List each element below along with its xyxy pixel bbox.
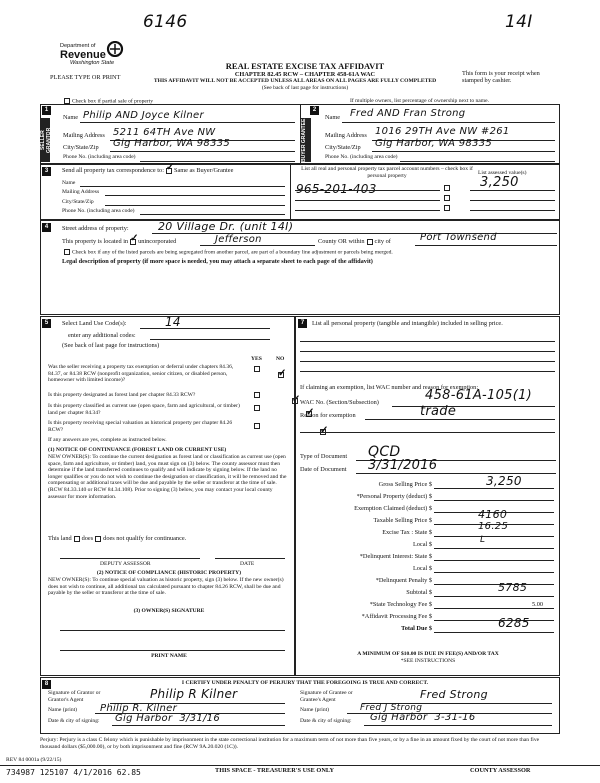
seller-addr-label: Mailing Address — [63, 132, 105, 139]
handwritten-unit: 14I — [505, 12, 533, 32]
land-use-code[interactable]: 14 — [165, 315, 181, 329]
q1-yes-checkbox[interactable] — [254, 366, 260, 372]
taxable-selling-price[interactable]: 4160 — [478, 508, 508, 521]
q1-no-checkbox[interactable] — [278, 372, 284, 378]
personal-property-label: List all personal property (tangible and intangible) included in selling price. — [312, 320, 503, 327]
dor-logo: Department of Revenue Washington State — [60, 43, 130, 66]
certify-statement: I CERTIFY UNDER PENALTY OF PERJURY THAT THE FOREGOING IS TRUE AND CORRECT. — [181, 680, 429, 686]
corr-name-label: Name — [62, 180, 76, 186]
reason-label: Reason for exemption — [300, 412, 356, 419]
deputy-assessor-label: DEPUTY ASSESSOR — [100, 561, 151, 567]
buyer-name[interactable]: Fred AND Fran Strong — [350, 108, 466, 119]
seller-tab: SELLER GRANTOR — [40, 118, 50, 162]
correspondence-line: Send all property tax correspondence to:✓ Same as Buyer/Grantee — [62, 167, 233, 174]
form-chapter: CHAPTER 82.45 RCW – CHAPTER 458-61A WAC — [234, 71, 376, 78]
legal-description-label: Legal description of property (if more space is needed, you may attach a separate sheet to each page of the affidavit) — [62, 258, 373, 265]
land-qualify-line: This land does does not qualify for continuance. — [48, 535, 187, 542]
grantor-sig-label: Signature of Grantor or Grantor's Agent — [48, 690, 101, 703]
form-header — [150, 62, 460, 92]
compliance-body: NEW OWNER(S): To continue special valuation as historic property, sign (3) below. If the new owner(s) does not wish to continue, all additional tax calculated pursuant to chapter 84.26 RCW, shall be due and payable by the seller or transferor at the time of sale. — [48, 577, 284, 597]
revision-number: REV 84 0001a (9/22/15) — [6, 757, 62, 763]
owner-signature-label: (3) OWNER(S) SIGNATURE — [133, 608, 205, 614]
grantee-date-label: Date & city of signing: — [300, 718, 352, 724]
grantor-name-label: Name (print) — [48, 707, 78, 713]
corr-addr-label: Mailing Address — [62, 189, 100, 195]
question-1: Was the seller receiving a property tax exemption or deferral under chapters 84.36, 84.37, or 84.38 RCW (nonprofit organization, senior citizen, or disabled person, homeowner with limited income)? — [48, 364, 234, 384]
buyer-addr-label: Mailing Address — [325, 132, 367, 139]
street-label: Street address of property: — [62, 225, 129, 232]
receipt-note: This form is your receipt when stamped by cashier. — [462, 70, 540, 85]
county-assessor-label: COUNTY ASSESSOR — [470, 767, 531, 774]
question-4: Is this property receiving special valuation as historical property per chapter 84.26 RCW? — [48, 420, 233, 433]
total-due-label: Total Due $ — [401, 625, 432, 632]
any-yes-note: If any answers are yes, complete as instructed below. — [48, 437, 167, 443]
buyer-city[interactable]: Gig Harbor, WA 98335 — [375, 138, 493, 149]
excise-tax-state[interactable]: 16.25 — [478, 521, 509, 532]
doc-type[interactable]: QCD — [368, 444, 401, 460]
parcel-header: List all real and personal property tax parcel account numbers – check box if personal property — [301, 166, 473, 179]
treasurer-stamp: 734987 125107 4/1/2016 62.85 — [6, 768, 141, 777]
exemption-question: If claiming an exemption, list WAC number and reason for exemption: — [300, 384, 479, 391]
technology-fee: 5.00 — [532, 601, 544, 608]
land-use-label: Select Land Use Code(s): — [62, 320, 127, 327]
section-5-number: 5 — [42, 319, 51, 328]
q3-yes-checkbox[interactable] — [254, 405, 260, 411]
county-within-line: County OR within city of — [318, 238, 391, 245]
taxable-selling-price-label: Taxable Selling Price $ — [373, 517, 432, 524]
perjury-statement: Perjury: Perjury is a class C felony which is punishable by imprisonment in the state correctional institution for a maximum term of not more than five years, or by a fine in an amount fixed by the court of not more than five thousand dollars ($5,000.00), or by both imprisonment and fine (RCW 9A.20.020 (1C)). — [40, 737, 540, 750]
additional-codes-label: enter any additional codes: — [68, 332, 136, 339]
property-street[interactable]: 20 Village Dr. (unit 14I) — [158, 220, 294, 233]
located-line: This property is located in✓ unincorporated — [62, 238, 176, 245]
excise-tax-local-label: Local $ — [412, 541, 432, 548]
buyer-address[interactable]: 1016 29TH Ave NW #261 — [375, 126, 510, 137]
seller-phone-label: Phone No. (including area code) — [63, 154, 136, 160]
q4-yes-checkbox[interactable] — [254, 423, 260, 429]
total-due[interactable]: 6285 — [498, 616, 530, 630]
continuance-title: (1) NOTICE OF CONTINUANCE (FOREST LAND OR CURRENT USE) — [48, 447, 227, 453]
parcel-number[interactable]: 965-201-403 — [296, 182, 377, 196]
assessed-header: List assessed value(s) — [478, 170, 527, 176]
seller-city[interactable]: Gig Harbor, WA 98335 — [113, 138, 231, 149]
minimum-fee-note: A MINIMUM OF $10.00 IS DUE IN FEE(S) AND/OR TAX — [357, 651, 499, 657]
seller-name[interactable]: Philip AND Joyce Kilner — [83, 110, 204, 121]
property-county[interactable]: Jefferson — [215, 234, 262, 245]
q2-yes-checkbox[interactable] — [254, 392, 260, 398]
section-4-number: 4 — [42, 223, 51, 232]
grantor-date-city[interactable]: Gig Harbor 3/31/16 — [115, 713, 220, 724]
deputy-date-label: DATE — [240, 561, 255, 567]
compliance-title: (2) NOTICE OF COMPLIANCE (HISTORIC PROPERTY) — [96, 570, 242, 576]
subtotal-label: Subtotal $ — [406, 589, 432, 596]
buyer-city-label: City/State/Zip — [325, 144, 361, 151]
delinquent-interest-local-label: Local $ — [412, 565, 432, 572]
technology-fee-label: *State Technology Fee $ — [369, 601, 432, 608]
section-7-number: 7 — [298, 319, 307, 328]
doc-date-label: Date of Document — [300, 466, 347, 473]
exemption-deduct-label: Exemption Claimed (deduct) $ — [354, 505, 432, 512]
assessed-value[interactable]: 3,250 — [480, 175, 519, 190]
form-warning: THIS AFFIDAVIT WILL NOT BE ACCEPTED UNLESS ALL AREAS ON ALL PAGES ARE FULLY COMPLETED — [153, 78, 437, 85]
grantee-print-name[interactable]: Fred J Strong — [360, 703, 423, 713]
grantor-date-label: Date & city of signing: — [48, 718, 100, 724]
corr-city-label: City/State/Zip — [62, 199, 94, 205]
form-see-back: (See back of last page for instructions) — [261, 85, 349, 91]
wac-number[interactable]: 458-61A-105(1) — [425, 388, 533, 403]
buyer-name-label: Name — [325, 114, 341, 121]
seller-name-label: Name — [63, 114, 79, 121]
section-1-number: 1 — [42, 106, 51, 115]
property-city[interactable]: Port Townsend — [420, 232, 497, 243]
gross-selling-price[interactable]: 3,250 — [486, 474, 522, 488]
buyer-tab: BUYER GRANTEE — [301, 118, 311, 162]
see-instructions-note: *SEE INSTRUCTIONS — [400, 658, 456, 664]
yes-header: YES — [251, 356, 262, 362]
seller-city-label: City/State/Zip — [63, 144, 99, 151]
wac-label: WAC No. (Section/Subsection) — [300, 399, 379, 406]
exemption-reason[interactable]: trade — [420, 404, 457, 419]
grantor-signature[interactable]: Philip R Kilner — [150, 687, 238, 701]
excise-tax-state-label: Excise Tax : State $ — [382, 529, 432, 536]
subtotal[interactable]: 5785 — [498, 581, 528, 594]
excise-tax-local[interactable]: L — [480, 535, 486, 545]
section-8-number: 8 — [42, 680, 51, 689]
seller-address[interactable]: 5211 64TH Ave NW — [113, 127, 216, 138]
gross-selling-price-label: Gross Selling Price $ — [378, 481, 432, 488]
please-type: PLEASE TYPE OR PRINT — [50, 74, 121, 81]
delinquent-interest-state-label: *Delinquent Interest: State $ — [359, 553, 432, 560]
continuance-body: NEW OWNER(S): To continue the current designation as forest land or classification as current use (open space, farm and agriculture, or timber) land, you must sign on (3) below. The county assessor must then determine if the land transferred continues to qualify and will indicate by signing below. If the land no longer qualifies or you do not wish to continue the designation or classification, it will be removed and the compensating or additional taxes will be due and payable by the seller or transferor at the time of sale. (RCW 84.33.140 or RCW 84.34.108). Prior to signing (3) below, you may contact your local county assessor for more information. — [48, 454, 287, 500]
processing-fee-label: *Affidavit Processing Fee $ — [361, 613, 432, 620]
buyer-phone-label: Phone No. (including area code) — [325, 154, 398, 160]
question-2: Is this property designated as forest land per chapter 84.33 RCW? — [48, 392, 196, 398]
grantee-signature[interactable]: Fred Strong — [420, 688, 488, 701]
land-use-see-back: (See back of last page for instructions) — [62, 342, 160, 349]
question-3: Is this property classified as current use (open space, farm and agricultural, or timber) land per chapter 84.34? — [48, 403, 240, 416]
form-title: REAL ESTATE EXCISE TAX AFFIDAVIT — [225, 61, 385, 71]
dor-logo-mark-icon — [104, 41, 126, 57]
handwritten-file-number: 6146 — [143, 12, 188, 32]
print-name-label: PRINT NAME — [151, 653, 187, 659]
corr-phone-label: Phone No. (including area code) — [62, 208, 135, 214]
treasurer-use-label: THIS SPACE - TREASURER'S USE ONLY — [215, 767, 335, 774]
grantee-name-label: Name (print) — [300, 707, 330, 713]
grantee-sig-label: Signature of Grantee or Grantee's Agent — [300, 690, 353, 703]
delinquent-penalty-label: *Delinquent Penalty $ — [375, 577, 432, 584]
segregated-line: Check box if any of the listed parcels are being segregated from another parcel, are part of a boundary line adjustment or parcels being merged. — [62, 249, 557, 256]
grantor-print-name[interactable]: Philip R. Kilner — [100, 703, 178, 714]
doc-type-label: Type of Document — [300, 453, 348, 460]
personal-property-deduct-label: *Personal Property (deduct) $ — [356, 493, 432, 500]
section-3-number: 3 — [42, 167, 51, 176]
no-header: NO — [276, 356, 285, 362]
doc-date[interactable]: 3/31/2016 — [368, 458, 438, 473]
section-2-number: 2 — [310, 106, 319, 115]
multiple-owners-note: If multiple owners, list percentage of ownership next to name. — [350, 98, 490, 104]
same-as-buyer-checkbox[interactable] — [166, 168, 172, 174]
grantee-date-city[interactable]: Gig Harbor 3-31-16 — [370, 712, 476, 723]
partial-sale-checkbox[interactable]: Check box if partial sale of property — [62, 98, 153, 105]
